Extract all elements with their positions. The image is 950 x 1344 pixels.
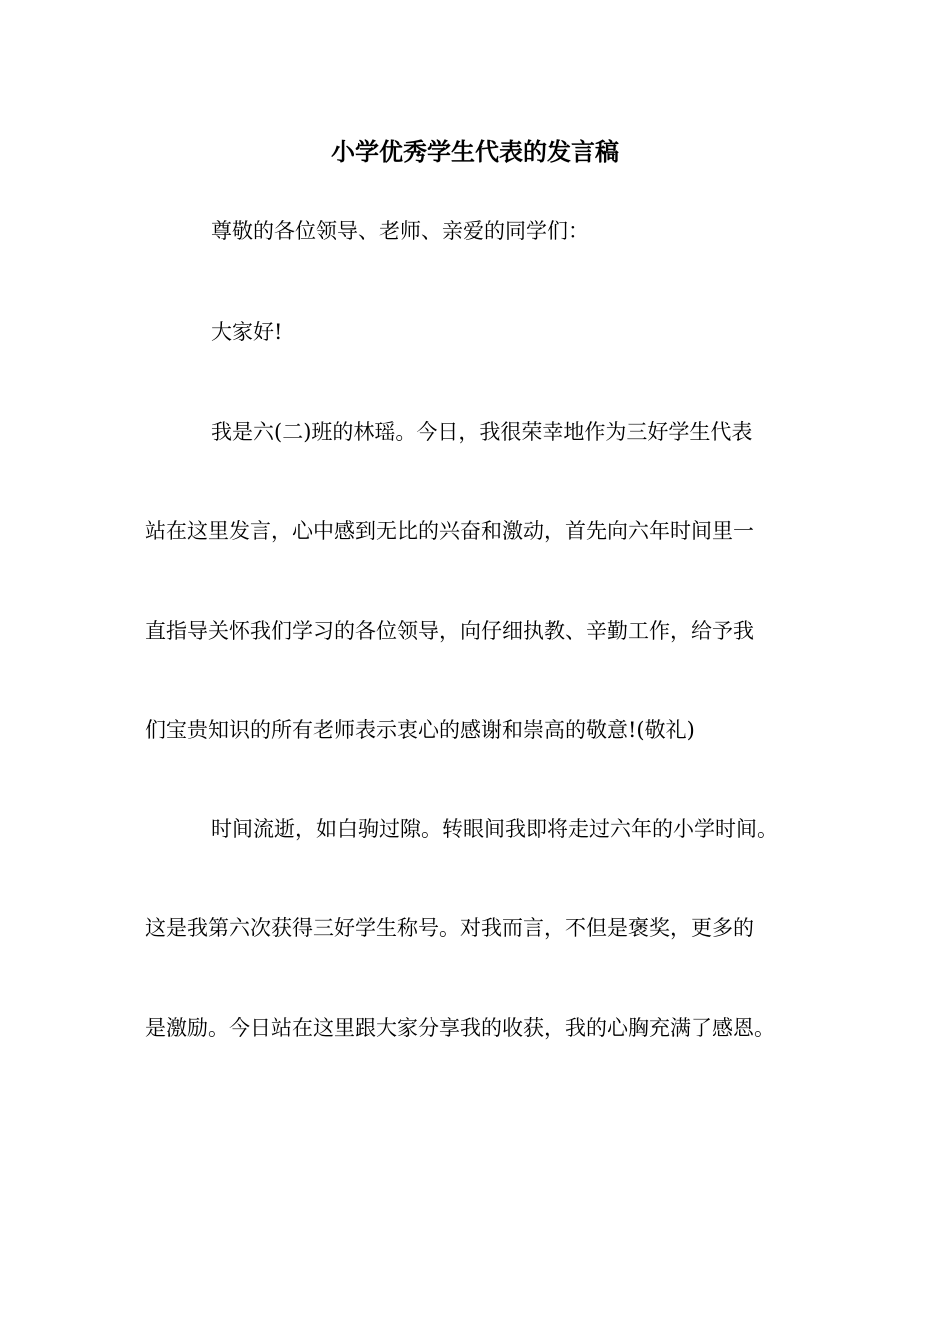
paragraph-2-line-3: 是激励。今日站在这里跟大家分享我的收获，我的心胸充满了感恩。 — [145, 1016, 775, 1040]
paragraph-1-line-2: 站在这里发言，心中感到无比的兴奋和激动，首先向六年时间里一 — [145, 519, 754, 543]
salutation-line: 尊敬的各位领导、老师、亲爱的同学们： — [211, 219, 589, 243]
paragraph-1-line-1: 我是六(二)班的林瑶。今日，我很荣幸地作为三好学生代表 — [211, 420, 753, 444]
paragraph-2-line-2: 这是我第六次获得三好学生称号。对我而言，不但是褒奖，更多的 — [145, 916, 754, 940]
paragraph-1-line-4: 们宝贵知识的所有老师表示衷心的感谢和崇高的敬意!(敬礼) — [145, 718, 695, 742]
paragraph-2-line-1: 时间流逝，如白驹过隙。转眼间我即将走过六年的小学时间。 — [211, 817, 778, 841]
document-title: 小学优秀学生代表的发言稿 — [331, 137, 619, 166]
greeting-line: 大家好! — [211, 320, 283, 344]
paragraph-1-line-3: 直指导关怀我们学习的各位领导，向仔细执教、辛勤工作，给予我 — [145, 619, 754, 643]
